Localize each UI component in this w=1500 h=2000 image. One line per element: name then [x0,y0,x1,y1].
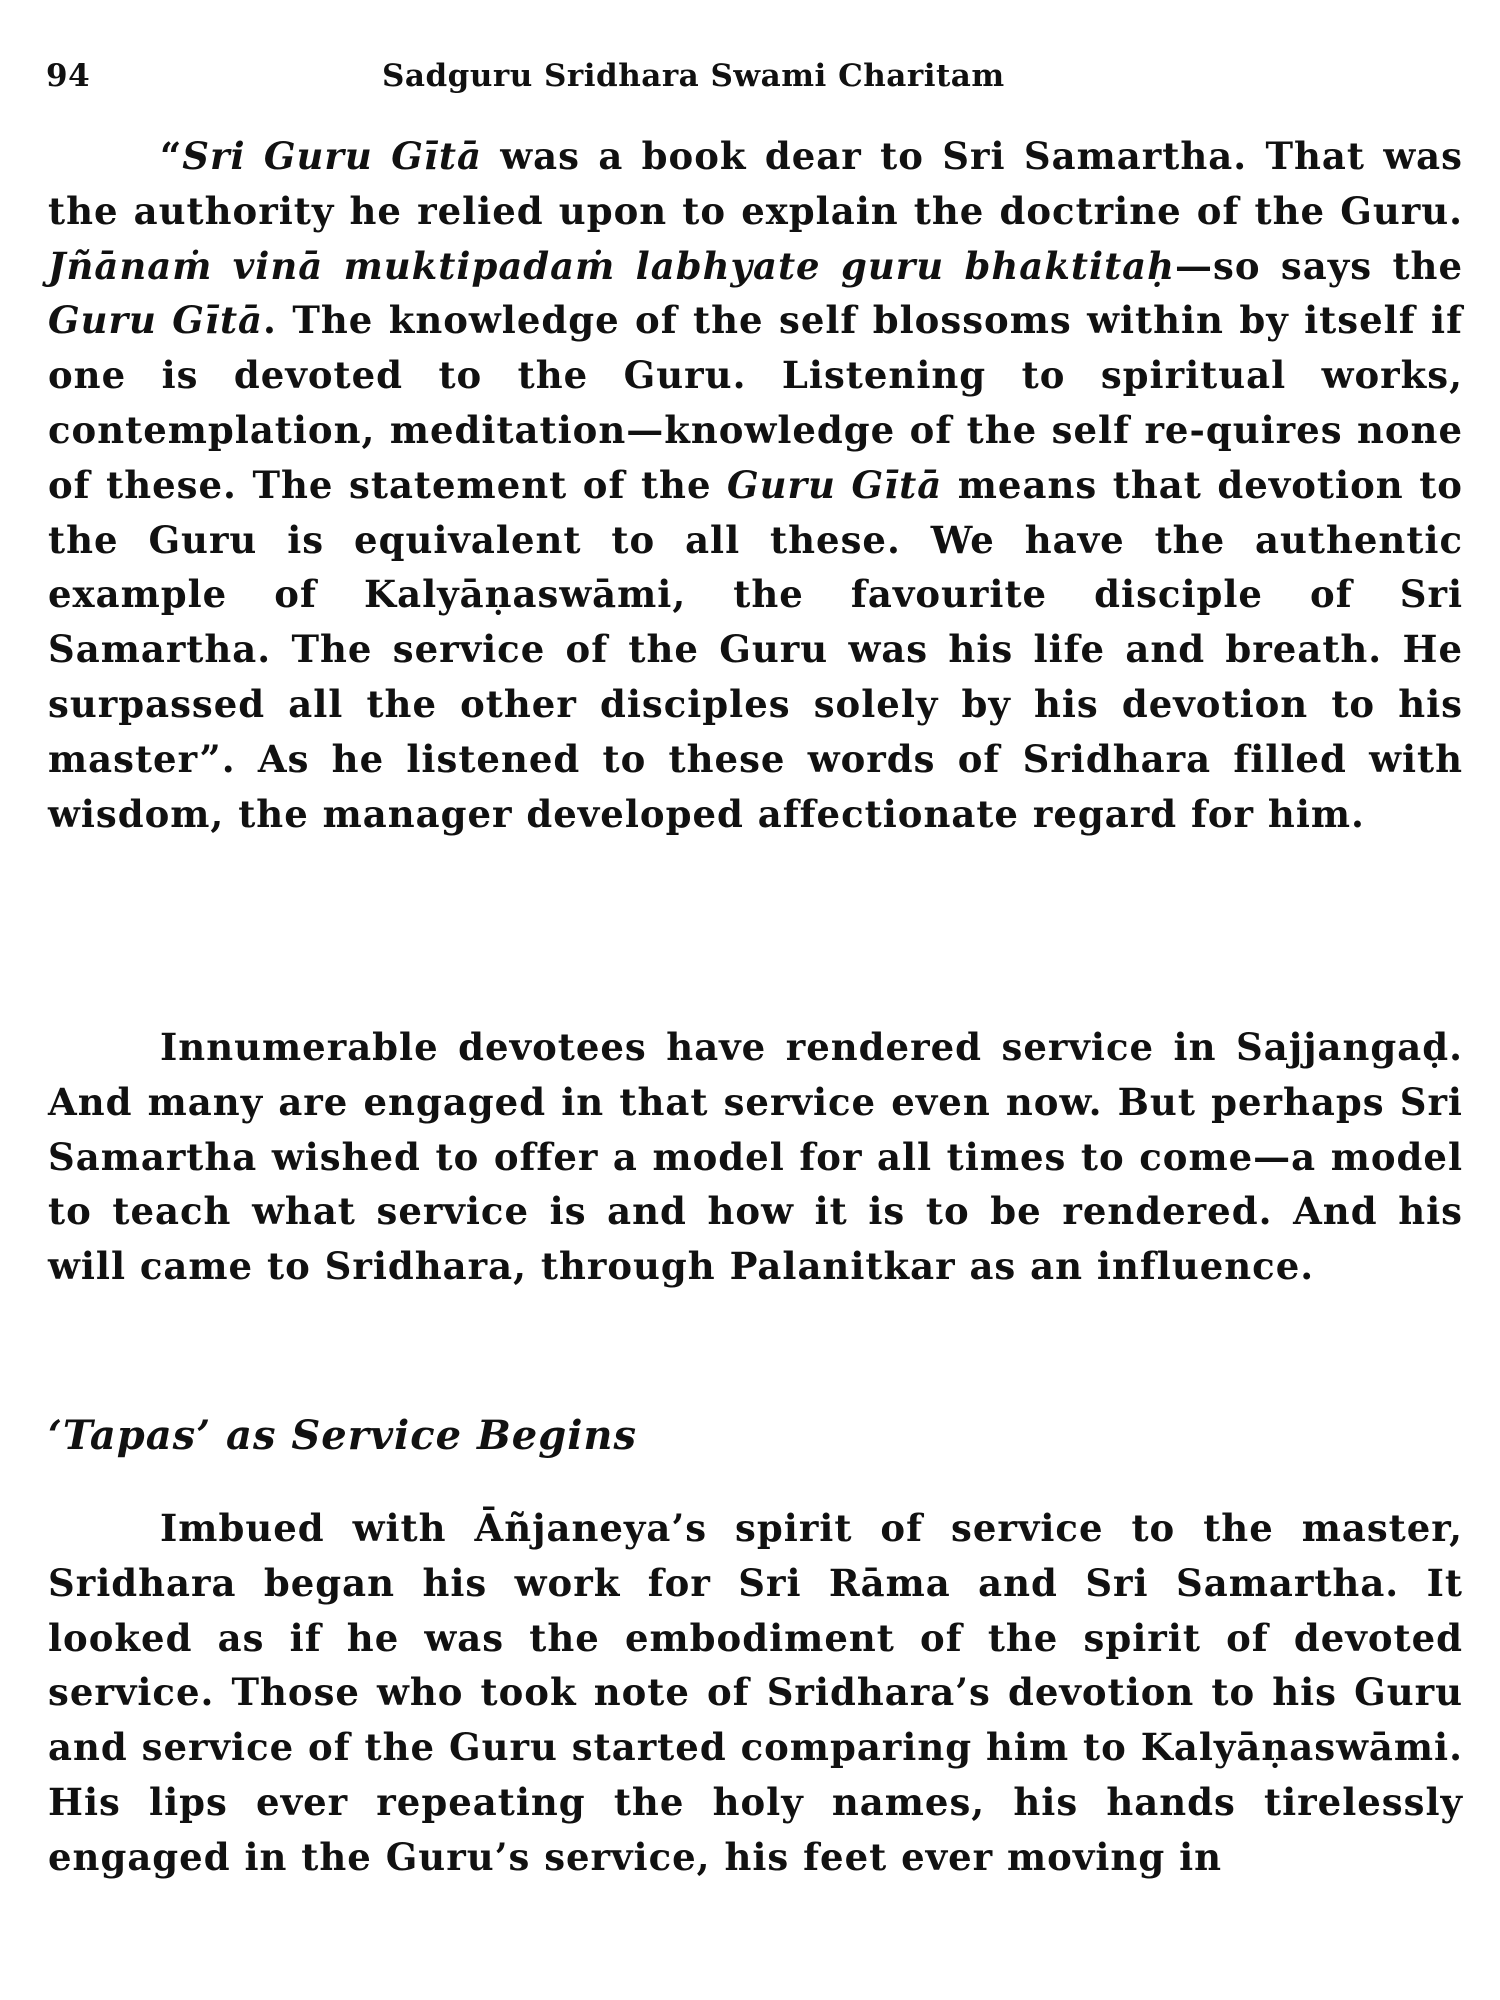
text-run: —so says the [1175,243,1463,288]
paragraph-sajjangad: Innumerable devotees have rendered service in Sajjangaḍ. And many are engaged in that service even now. But perhaps Sri Samartha wished to offer a model for all times to come—a model to teach what service is and how it is to be rendered. And his will came to Sridhara, through Palanitkar as an influence. [48,1025,1463,1289]
guru-gita-title: Guru Gītā [727,462,943,507]
running-head [46,58,1466,108]
opening-quote-mark: “ [160,134,183,178]
sanskrit-verse: Jñānaṁ vinā muktipadaṁ labhyate guru bhaktitaḥ [48,243,1176,288]
guru-gita-title: Guru Gītā [48,298,264,343]
text-run: means that devotion to the Guru is equivalent to all these. We have the authentic example of Kalyāṇaswāmi, the favourite disciple of Sri Samartha. The service of the Guru was his life and breath. He surpassed all the other disciples solely by his devotion to his master”. As he listened to these words of Sridhara filled with wisdom, the manager developed affectionate regard for him. [48,462,1463,836]
paragraph-guru-gita [48,129,1463,841]
paragraph-tapas-service: Imbued with Āñjaneya’s spirit of service to the master, Sridhara began his work for Sri Rāma and Sri Samartha. It looked as if he was the embodiment of the spirit of devoted service. Those who took note of Sridhara’s devotion to his Guru and service of the Guru started comparing him to Kalyāṇaswāmi. His lips ever repeating the holy names, his hands tirelessly engaged in the Guru’s service, his feet ever moving in [48,1506,1463,1879]
guru-gita-title: Sri Guru Gītā [182,134,482,178]
section-heading: ‘Tapas’ as Service Begins [48,1412,638,1459]
text-run: was a book dear to Sri Samartha. That was the authority he relied upon to explain the doctrine of the Guru. [48,134,1463,233]
text-run: . The knowledge of the self blossoms within by itself if one is devoted to the Guru. Listening to spiritual works, contemplation, meditation—knowledge of the self re-quires none of these. The statement of the [48,298,1463,507]
page-number: 94 [46,58,91,94]
book-title: Sadguru Sridhara Swami Charitam [382,58,1005,94]
